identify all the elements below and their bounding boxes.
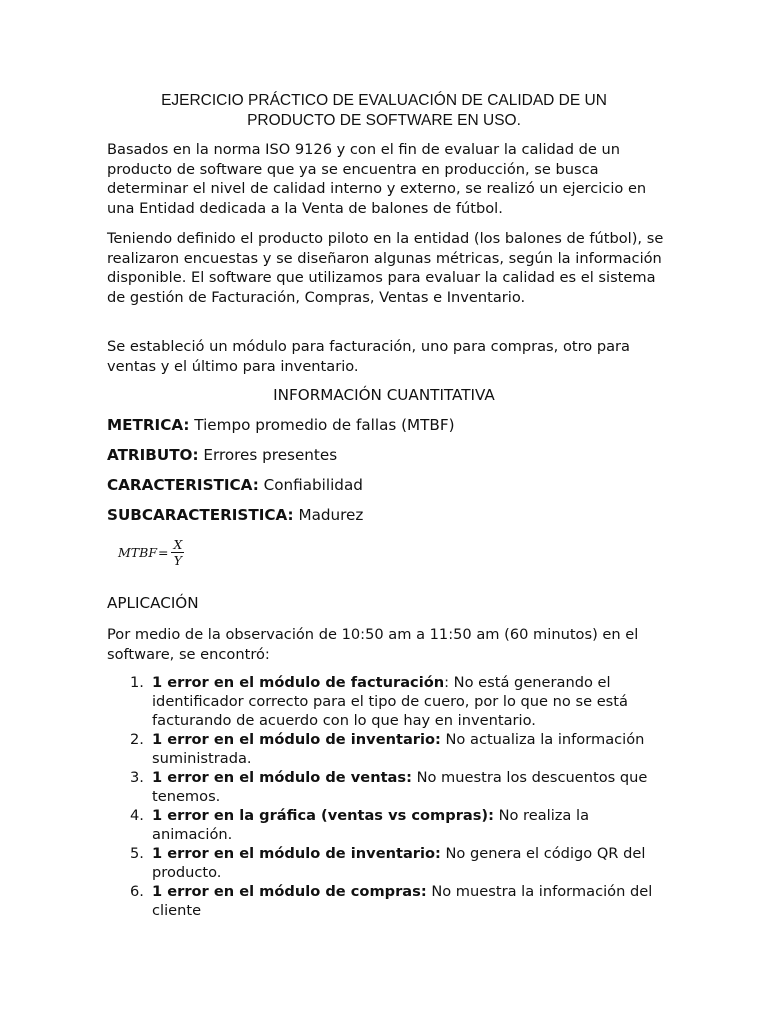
section-heading: INFORMACIÓN CUANTITATIVA [273, 386, 495, 404]
error-description: No genera el código QR del producto. [152, 845, 646, 881]
error-label: 1 error en la gráfica (ventas vs compras): [152, 807, 494, 824]
aplicacion-heading: APLICACIÓN [107, 594, 199, 612]
attribute-key: ATRIBUTO: [107, 446, 199, 464]
list-number: 4. [130, 807, 144, 824]
list-number: 2. [130, 731, 144, 748]
modules-paragraph: Se estableció un módulo para facturación, uno para compras, otro para ventas y el último para inventario. [107, 338, 630, 375]
list-number: 1. [130, 674, 144, 691]
list-number: 3. [130, 769, 144, 786]
title-line-2: PRODUCTO DE SOFTWARE EN USO. [247, 112, 521, 129]
attribute-value: Errores presentes [198, 446, 338, 464]
list-item [107, 730, 672, 768]
mtbf-formula [118, 537, 184, 568]
error-description: : No está generando el identificador correcto para el tipo de cuero, por lo que no se está facturando de acuerdo con lo que hay en inventario. [152, 674, 628, 729]
formula-equals: = [158, 545, 169, 560]
formula-numerator: X [173, 537, 183, 552]
metric-row [107, 415, 667, 435]
subcharacteristic-value: Madurez [293, 506, 364, 524]
characteristic-key: CARACTERISTICA: [107, 476, 259, 494]
list-item [107, 882, 672, 920]
context-paragraph: Teniendo definido el producto piloto en la entidad (los balones de fútbol), se realizaron encuestas y se diseñaron algunas métricas, según la información disponible. El software que utilizamos para evaluar la calidad es el sistema de gestión de Facturación, Compras, Ventas e Inventario. [107, 230, 664, 306]
list-number: 5. [130, 845, 144, 862]
intro-paragraph: Basados en la norma ISO 9126 y con el fin de evaluar la calidad de un producto de software que ya se encuentra en producción, se busca determinar el nivel de calidad interno y externo, se realizó un ejercicio en una Entidad dedicada a la Venta de balones de fútbol. [107, 141, 647, 217]
error-description: No muestra los descuentos que tenemos. [152, 769, 648, 805]
formula-denominator: Y [173, 553, 183, 568]
subcharacteristic-key: SUBCARACTERISTICA: [107, 506, 294, 524]
document-title [90, 91, 678, 131]
metric-key: METRICA: [107, 416, 190, 434]
error-description: No muestra la información del cliente [152, 883, 653, 919]
list-number: 6. [130, 883, 144, 900]
list-item [107, 806, 672, 844]
formula-fraction [171, 537, 184, 568]
error-label: 1 error en el módulo de facturación [152, 674, 445, 691]
error-description: No actualiza la información suministrada. [152, 731, 645, 767]
list-item [107, 768, 672, 806]
formula-lhs: MTBF [118, 545, 157, 560]
errors-list [107, 673, 672, 920]
title-line-1: EJERCICIO PRÁCTICO DE EVALUACIÓN DE CALIDAD DE UN [161, 92, 607, 109]
list-item [107, 673, 672, 730]
error-description: No realiza la animación. [152, 807, 590, 843]
subcharacteristic-row [107, 505, 667, 525]
error-label: 1 error en el módulo de ventas: [152, 769, 412, 786]
characteristic-value: Confiabilidad [258, 476, 363, 494]
metric-value: Tiempo promedio de fallas (MTBF) [189, 416, 455, 434]
error-label: 1 error en el módulo de inventario: [152, 731, 441, 748]
aplicacion-intro: Por medio de la observación de 10:50 am a 11:50 am (60 minutos) en el software, se encontró: [107, 626, 639, 663]
errors-list-container [107, 673, 672, 920]
error-label: 1 error en el módulo de inventario: [152, 845, 441, 862]
attribute-row [107, 445, 667, 465]
list-item [107, 844, 672, 882]
error-label: 1 error en el módulo de compras: [152, 883, 427, 900]
characteristic-row [107, 475, 667, 495]
